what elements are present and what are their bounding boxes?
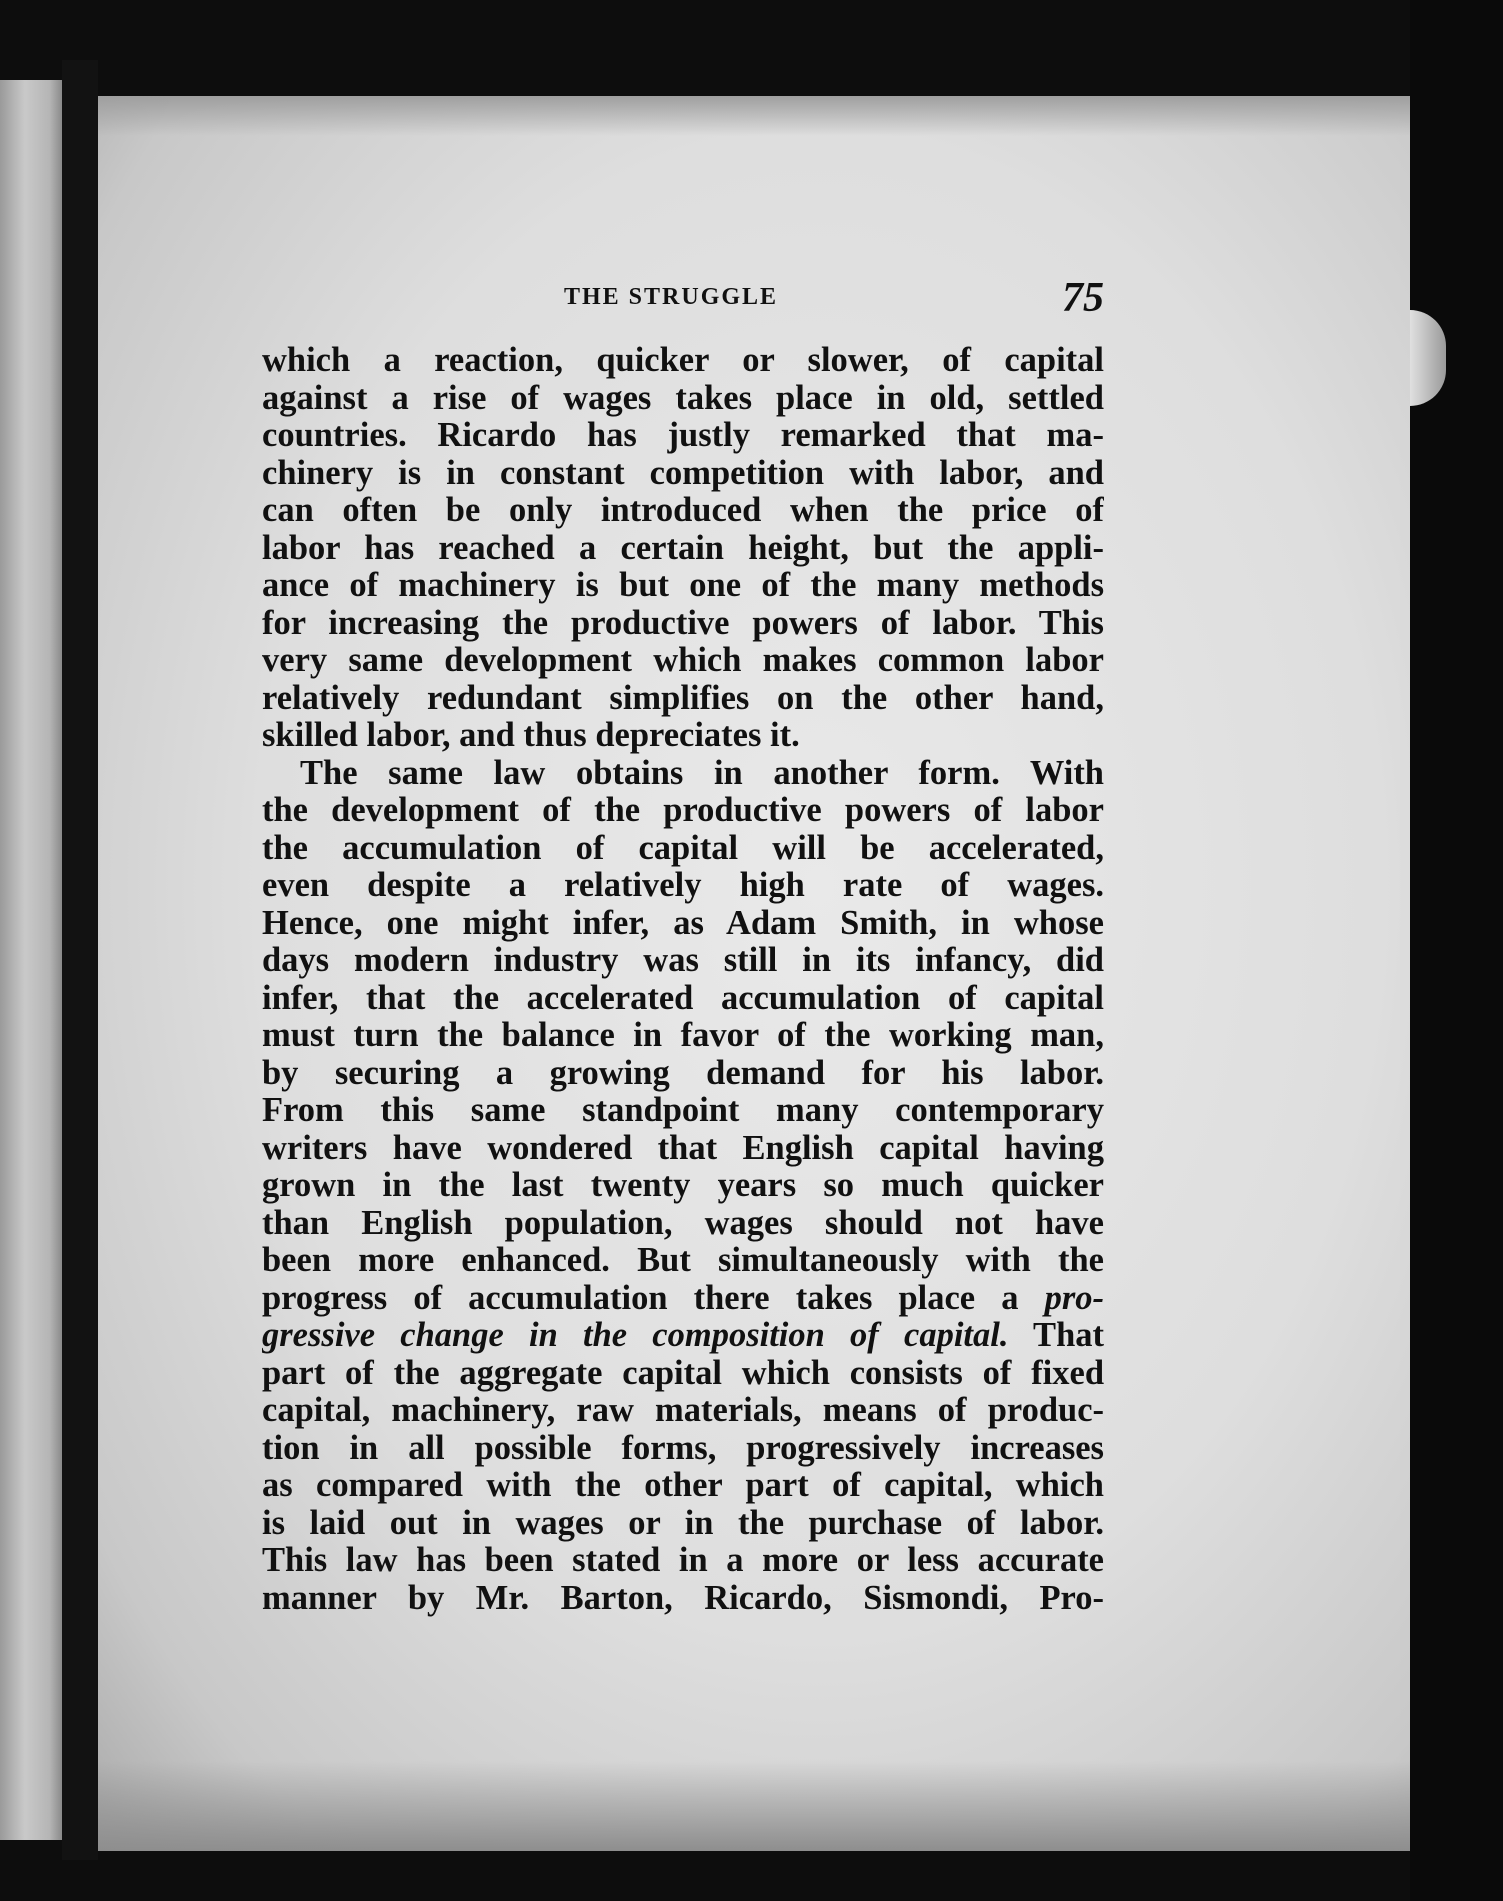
text-line: the accumulation of capital will be accelerated, [262, 829, 1104, 867]
text-line: skilled labor, and thus depreciates it. [262, 717, 800, 754]
text-line: chinery is in constant competition with labor, and [262, 454, 1104, 492]
text-line: is laid out in wages or in the purchase of labor. [262, 1504, 1104, 1542]
text-line: tion in all possible forms, progressively increases [262, 1429, 1104, 1467]
text-line: relatively redundant simplifies on the other hand, [262, 679, 1104, 717]
text-line: The same law obtains in another form. With [300, 754, 1104, 792]
scan-background [1410, 0, 1503, 1901]
text-run: That [1008, 1317, 1104, 1354]
paragraph-2-lines [262, 755, 1104, 1280]
italic-text-run: gressive change in the composition of capital. [262, 1317, 1009, 1354]
italic-text-run: pro- [1044, 1279, 1104, 1317]
text-line: labor has reached a certain height, but the appli- [262, 529, 1104, 567]
text-line: capital, machinery, raw materials, means of produc- [262, 1392, 1104, 1429]
text-run: progress of accumulation there takes place a [262, 1279, 1045, 1317]
book-gutter [62, 60, 98, 1860]
text-line: can often be only introduced when the price of [262, 492, 1104, 529]
text-line: very same development which makes common labor [262, 642, 1104, 679]
text-line: From this same standpoint many contemporary [262, 1092, 1104, 1129]
text-line: for increasing the productive powers of labor. This [262, 604, 1104, 642]
text-line: which a reaction, quicker or slower, of capital [262, 342, 1104, 379]
running-title: THE STRUGGLE [564, 284, 779, 310]
text-line: countries. Ricardo has justly remarked that ma- [262, 417, 1104, 454]
paragraph-1 [262, 342, 1104, 755]
text-line: writers have wondered that English capital having [262, 1129, 1104, 1167]
body-text [262, 342, 1104, 1617]
paragraph-2 [262, 755, 1104, 1618]
text-line: infer, that the accelerated accumulation of capital [262, 979, 1104, 1017]
text-line: as compared with the other part of capital, which [262, 1467, 1104, 1504]
text-line: than English population, wages should not have [262, 1204, 1104, 1242]
text-line: days modern industry was still in its infancy, did [262, 942, 1104, 979]
page-number: 75 [1062, 275, 1104, 321]
text-line: This law has been stated in a more or less accurate [262, 1542, 1104, 1579]
text-line-italic-start [262, 1280, 1104, 1318]
text-line: against a rise of wages takes place in old, settled [262, 379, 1104, 417]
running-head [262, 274, 1104, 324]
text-line: the development of the productive powers of labor [262, 792, 1104, 829]
text-line: been more enhanced. But simultaneously with the [262, 1242, 1104, 1279]
text-line: ance of machinery is but one of the many methods [262, 567, 1104, 604]
text-line: grown in the last twenty years so much quicker [262, 1167, 1104, 1204]
text-line-italic-end [262, 1317, 1104, 1355]
text-line: even despite a relatively high rate of wages. [262, 867, 1104, 904]
text-line: by securing a growing demand for his labor. [262, 1054, 1104, 1092]
paragraph-2-lines-continued [262, 1355, 1104, 1618]
text-line: Hence, one might infer, as Adam Smith, in whose [262, 904, 1104, 942]
text-line: manner by Mr. Barton, Ricardo, Sismondi, Pro- [262, 1579, 1104, 1617]
text-line: must turn the balance in favor of the working man, [262, 1017, 1104, 1054]
previous-page-edge [0, 80, 62, 1840]
text-line: part of the aggregate capital which consists of fixed [262, 1354, 1104, 1392]
